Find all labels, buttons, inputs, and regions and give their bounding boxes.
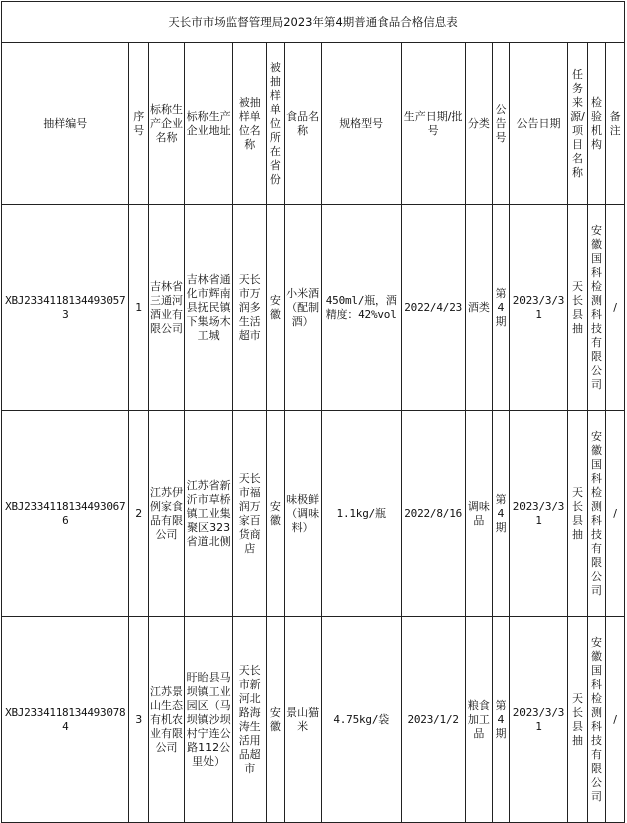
cell-production-date: 2023/1/2: [401, 617, 465, 823]
cell-seq: 3: [129, 617, 149, 823]
header-production-date: 生产日期/批号: [401, 43, 465, 205]
cell-spec: 4.75kg/袋: [321, 617, 401, 823]
header-task-source: 任务来源/项目名称: [568, 43, 588, 205]
header-bulletin-no: 公告号: [493, 43, 509, 205]
cell-sampled-unit: 天长市福润万家百货商店: [233, 411, 267, 617]
header-inspector: 检验机构: [587, 43, 606, 205]
cell-task-source: 天长县抽: [568, 617, 588, 823]
cell-inspector: 安徽国科检测科技有限公司: [587, 205, 606, 411]
header-sampled-unit: 被抽样单位名称: [233, 43, 267, 205]
cell-bulletin-date: 2023/3/31: [509, 617, 568, 823]
cell-bulletin-date: 2023/3/31: [509, 205, 568, 411]
cell-category: 酒类: [465, 205, 493, 411]
cell-province: 安徽: [267, 411, 284, 617]
cell-province: 安徽: [267, 205, 284, 411]
cell-producer-address: 吉林省通化市辉南县抚民镇下集场木工城: [184, 205, 232, 411]
cell-remarks: /: [606, 411, 625, 617]
cell-category: 粮食加工品: [465, 617, 493, 823]
cell-seq: 1: [129, 205, 149, 411]
cell-sample-no: XBJ23341181344930573: [2, 205, 129, 411]
cell-sample-no: XBJ23341181344930784: [2, 617, 129, 823]
header-sample-no: 抽样编号: [2, 43, 129, 205]
table-row: [2, 411, 625, 617]
cell-producer-address: 盱眙县马坝镇工业园区（马坝镇沙坝村宁连公路112公里处）: [184, 617, 232, 823]
cell-bulletin-no: 第4期: [493, 617, 509, 823]
cell-spec: 1.1kg/瓶: [321, 411, 401, 617]
header-food-name: 食品名称: [284, 43, 321, 205]
cell-bulletin-date: 2023/3/31: [509, 411, 568, 617]
cell-production-date: 2022/4/23: [401, 205, 465, 411]
cell-remarks: /: [606, 205, 625, 411]
cell-producer-name: 江苏伊例家食品有限公司: [148, 411, 184, 617]
cell-food-name: 小米酒（配制酒）: [284, 205, 321, 411]
cell-producer-name: 江苏景山生态有机农业有限公司: [148, 617, 184, 823]
cell-bulletin-no: 第4期: [493, 205, 509, 411]
cell-inspector: 安徽国科检测科技有限公司: [587, 617, 606, 823]
cell-food-name: 味极鲜（调味料）: [284, 411, 321, 617]
header-province: 被抽样单位所在省份: [267, 43, 284, 205]
cell-sample-no: XBJ23341181344930676: [2, 411, 129, 617]
cell-food-name: 景山猫米: [284, 617, 321, 823]
table-row: [2, 205, 625, 411]
cell-task-source: 天长县抽: [568, 205, 588, 411]
cell-bulletin-no: 第4期: [493, 411, 509, 617]
cell-inspector: 安徽国科检测科技有限公司: [587, 411, 606, 617]
header-row: [2, 43, 625, 205]
header-remarks: 备注: [606, 43, 625, 205]
food-info-table: [1, 1, 625, 823]
table-row: [2, 617, 625, 823]
cell-province: 安徽: [267, 617, 284, 823]
cell-production-date: 2022/8/16: [401, 411, 465, 617]
table-title: 天长市市场监督管理局2023年第4期普通食品合格信息表: [2, 2, 625, 43]
cell-sampled-unit: 天长市新河北路海涛生活用品超市: [233, 617, 267, 823]
header-seq: 序号: [129, 43, 149, 205]
header-spec: 规格型号: [321, 43, 401, 205]
cell-remarks: /: [606, 617, 625, 823]
cell-producer-name: 吉林省三通河酒业有限公司: [148, 205, 184, 411]
cell-producer-address: 江苏省新沂市草桥镇工业集聚区323省道北侧: [184, 411, 232, 617]
header-bulletin-date: 公告日期: [509, 43, 568, 205]
cell-seq: 2: [129, 411, 149, 617]
cell-category: 调味品: [465, 411, 493, 617]
header-producer-name: 标称生产企业名称: [148, 43, 184, 205]
cell-sampled-unit: 天长市万润多生活超市: [233, 205, 267, 411]
header-producer-address: 标称生产企业地址: [184, 43, 232, 205]
cell-task-source: 天长县抽: [568, 411, 588, 617]
header-category: 分类: [465, 43, 493, 205]
cell-spec: 450ml/瓶，酒精度：42%vol: [321, 205, 401, 411]
